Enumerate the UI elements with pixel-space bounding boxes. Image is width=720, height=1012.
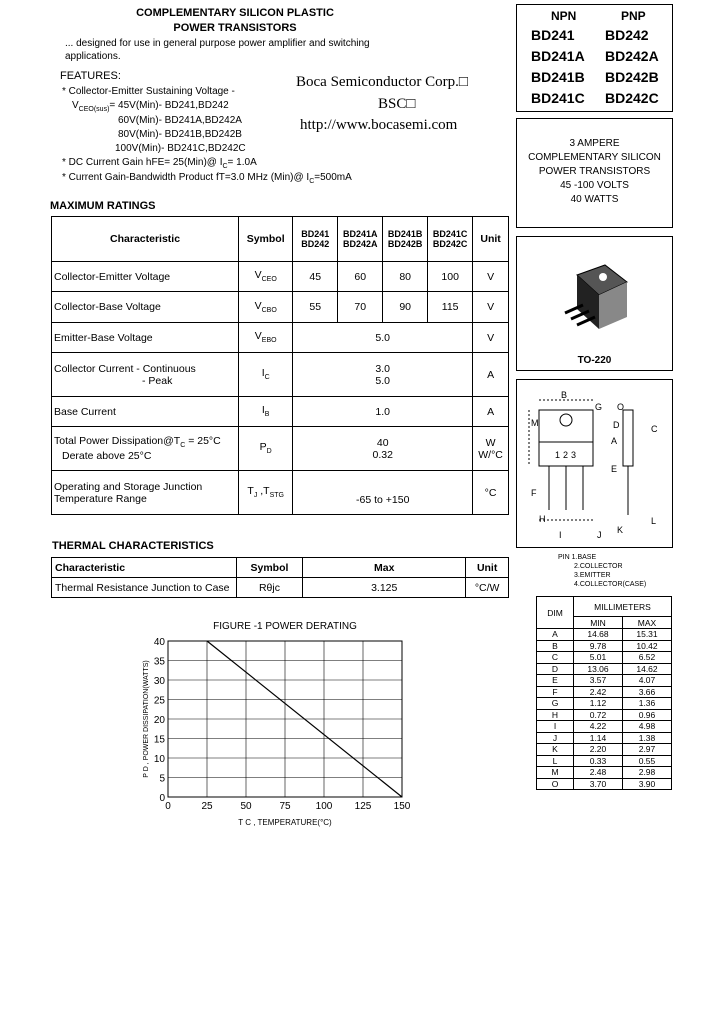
dimension-letter: E	[537, 675, 574, 687]
dimension-max: 4.07	[623, 675, 672, 687]
row-symbol: $P_D$	[239, 427, 293, 471]
row-value: 40 0.32	[293, 427, 473, 471]
feature-3: * Current Gain-Bandwidth Product fT=3.0 MHz (Min)@ $I_C=500mA$	[62, 172, 352, 185]
dimension-letter: L	[537, 755, 574, 767]
row-value: 100	[428, 262, 473, 292]
pnp-part: BD242C	[605, 90, 659, 106]
row-value: -65 to +150	[293, 471, 473, 515]
label-h: H	[539, 514, 546, 524]
table-row	[52, 292, 509, 323]
spec-box	[516, 118, 673, 228]
header-characteristic: Characteristic	[52, 217, 239, 262]
dimension-row	[537, 721, 672, 733]
mm-header: MILLIMETERS	[574, 597, 672, 617]
header-part-1: BD241 BD242	[293, 217, 338, 262]
npn-part: BD241B	[531, 69, 585, 85]
pin-2: 2.COLLECTOR	[574, 563, 623, 570]
dimension-max: 1.38	[623, 732, 672, 744]
y-tick-label: 20	[153, 715, 165, 726]
table-row	[52, 323, 509, 353]
dimension-max: 3.66	[623, 686, 672, 698]
row-symbol: $I_C$	[239, 353, 293, 397]
row-symbol: $V_{EBO}$	[239, 323, 293, 353]
row-characteristic: Collector-Emitter Voltage	[52, 262, 239, 292]
part-number-box	[516, 4, 673, 112]
label-k: K	[617, 525, 624, 535]
thermal-header-symbol: Symbol	[236, 558, 302, 578]
table-row	[52, 353, 509, 397]
header-symbol: Symbol	[239, 217, 293, 262]
dimension-row	[537, 686, 672, 698]
dimension-letter: F	[537, 686, 574, 698]
x-tick-label: 75	[279, 801, 291, 812]
features-label: FEATURES:	[60, 70, 121, 82]
row-characteristic: Emitter-Base Voltage	[52, 323, 239, 353]
y-tick-label: 10	[153, 754, 165, 765]
dimension-letter: J	[537, 732, 574, 744]
label-c: C	[651, 424, 658, 434]
dimension-min: 5.01	[574, 652, 623, 664]
dimension-letter: C	[537, 652, 574, 664]
row-characteristic: Base Current	[52, 397, 239, 427]
dimension-letter: O	[537, 778, 574, 790]
dimension-max: 6.52	[623, 652, 672, 664]
dimension-table	[536, 596, 672, 790]
dimension-min: 3.57	[574, 675, 623, 687]
pnp-part: BD242	[605, 27, 649, 43]
dimension-row	[537, 767, 672, 779]
row-characteristic: Collector Current - Continuous - Peak	[52, 353, 239, 397]
dimension-drawing-box	[516, 379, 673, 548]
header-part-4: BD241C BD242C	[428, 217, 473, 262]
label-pin2: 2	[563, 450, 569, 460]
dimension-min: 2.48	[574, 767, 623, 779]
min-header: MIN	[574, 617, 623, 629]
x-tick-label: 50	[240, 801, 252, 812]
x-tick-label: 0	[165, 801, 171, 812]
dimension-max: 0.55	[623, 755, 672, 767]
label-a: A	[611, 436, 618, 446]
dimension-row	[537, 744, 672, 756]
spec-line: 3 AMPERE	[569, 138, 620, 149]
label-l: L	[651, 516, 657, 526]
dimension-row	[537, 778, 672, 790]
row-value: 70	[338, 292, 383, 323]
dim-header: DIM	[537, 597, 574, 629]
max-ratings-table	[51, 216, 509, 515]
y-tick-label: 40	[153, 637, 165, 648]
dimension-min: 0.72	[574, 709, 623, 721]
pin-3: 3.EMITTER	[574, 572, 611, 579]
dimension-max: 2.97	[623, 744, 672, 756]
description-line-1: ... designed for use in general purpose power amplifier and switching	[65, 38, 370, 49]
row-value: 60	[338, 262, 383, 292]
npn-part: BD241C	[531, 90, 585, 106]
dimension-min: 9.78	[574, 640, 623, 652]
to220-package-icon	[517, 237, 672, 357]
pin-1: PIN 1.BASE	[558, 554, 597, 561]
description-line-2: applications.	[65, 51, 121, 62]
dimension-max: 14.62	[623, 663, 672, 675]
thermal-header-unit: Unit	[466, 558, 509, 578]
row-symbol: $V_{CBO}$	[239, 292, 293, 323]
row-unit: °C	[473, 471, 509, 515]
row-unit: °C/W	[466, 578, 509, 598]
x-tick-label: 25	[201, 801, 213, 812]
spec-line: COMPLEMENTARY SILICON	[528, 152, 661, 163]
row-value: 1.0	[293, 397, 473, 427]
dimension-row	[537, 675, 672, 687]
company-short: BSC□	[378, 96, 416, 112]
row-value: 5.0	[293, 323, 473, 353]
feature-2: * DC Current Gain hFE= 25(Min)@ $I_C= 1.0A$	[62, 157, 257, 170]
label-pin3: 3	[571, 450, 577, 460]
table-row	[52, 471, 509, 515]
label-d: D	[613, 420, 620, 430]
dimension-min: 2.20	[574, 744, 623, 756]
row-unit: V	[473, 292, 509, 323]
dimension-row	[537, 663, 672, 675]
pin-4: 4.COLLECTOR(CASE)	[574, 581, 647, 588]
row-characteristic: Collector-Base Voltage	[52, 292, 239, 323]
table-row	[52, 578, 509, 598]
company-url: http://www.bocasemi.com	[300, 117, 458, 133]
dimension-rows	[537, 629, 672, 790]
row-value: 45	[293, 262, 338, 292]
npn-part: BD241	[531, 27, 575, 43]
label-o: O	[617, 402, 625, 412]
row-characteristic: Operating and Storage Junction Temperature Range	[52, 471, 239, 515]
y-axis-label: P D , POWER DISSIPATION(WATTS)	[143, 660, 150, 778]
dimension-max: 3.90	[623, 778, 672, 790]
dimension-min: 1.12	[574, 698, 623, 710]
label-f: F	[531, 488, 537, 498]
y-tick-label: 25	[153, 695, 165, 707]
x-axis-label: T C , TEMPERATURE(°C)	[238, 818, 332, 827]
dimension-min: 0.33	[574, 755, 623, 767]
y-tick-label: 30	[153, 676, 165, 687]
label-e: E	[611, 464, 618, 474]
row-unit: V	[473, 323, 509, 353]
dimension-letter: M	[537, 767, 574, 779]
dimension-row	[537, 755, 672, 767]
dimension-min: 2.42	[574, 686, 623, 698]
pnp-list	[605, 25, 659, 109]
dimension-min: 1.14	[574, 732, 623, 744]
feature-1: * Collector-Emitter Sustaining Voltage -	[62, 86, 235, 97]
row-value: 3.0 5.0	[293, 353, 473, 397]
dimension-row	[537, 709, 672, 721]
max-header: MAX	[623, 617, 672, 629]
label-m: M	[531, 418, 539, 428]
pnp-part: BD242A	[605, 48, 659, 64]
chart-title: FIGURE -1 POWER DERATING	[213, 621, 357, 632]
row-unit: A	[473, 353, 509, 397]
dimension-letter: D	[537, 663, 574, 675]
table-row	[52, 397, 509, 427]
dimension-letter: H	[537, 709, 574, 721]
dimension-letter: I	[537, 721, 574, 733]
thermal-header-max: Max	[303, 558, 466, 578]
row-value: 55	[293, 292, 338, 323]
x-tick-label: 150	[393, 801, 411, 812]
row-unit: A	[473, 397, 509, 427]
row-value: 90	[383, 292, 428, 323]
power-derating-chart	[130, 630, 420, 830]
spec-line: 40 WATTS	[570, 194, 619, 205]
label-pin1: 1	[555, 450, 561, 460]
dimension-max: 1.36	[623, 698, 672, 710]
dimension-row	[537, 629, 672, 641]
label-j: J	[597, 530, 602, 540]
thermal-title: THERMAL CHARACTERISTICS	[52, 540, 214, 552]
row-max: 3.125	[303, 578, 466, 598]
header-part-2: BD241A BD242A	[338, 217, 383, 262]
dimension-letter: A	[537, 629, 574, 641]
feature-1-voltage-c: 80V(Min)- BD241B,BD242B	[118, 129, 242, 140]
thermal-header-characteristic: Characteristic	[52, 558, 237, 578]
title-line-1: COMPLEMENTARY SILICON PLASTIC	[136, 7, 334, 19]
feature-1-voltage-b: 60V(Min)- BD241A,BD242A	[118, 115, 242, 126]
dimension-row	[537, 652, 672, 664]
label-i: I	[559, 530, 562, 540]
x-tick-label: 125	[354, 801, 372, 812]
npn-label: NPN	[551, 9, 577, 23]
pnp-label: PNP	[621, 9, 646, 23]
pin-list	[558, 553, 646, 589]
dimension-letter: B	[537, 640, 574, 652]
npn-part: BD241A	[531, 48, 585, 64]
row-symbol: Rθjc	[236, 578, 302, 598]
y-tick-label: 5	[159, 773, 165, 785]
dimension-max: 4.98	[623, 721, 672, 733]
row-value: 115	[428, 292, 473, 323]
y-tick-label: 35	[153, 656, 165, 668]
feature-1-voltage-a: $V_{CEO(sus)}= 45V(Min)-$ BD241,BD242	[72, 100, 229, 113]
row-symbol: $T_J$ $,T_{STG}$	[239, 471, 293, 515]
dimension-row	[537, 698, 672, 710]
dimension-letter: G	[537, 698, 574, 710]
title-line-2: POWER TRANSISTORS	[173, 22, 297, 34]
dimension-letter: K	[537, 744, 574, 756]
table-row	[52, 262, 509, 292]
row-symbol: $I_B$	[239, 397, 293, 427]
dimension-max: 2.98	[623, 767, 672, 779]
y-tick-label: 0	[159, 793, 165, 804]
header-part-3: BD241B BD242B	[383, 217, 428, 262]
table-row	[52, 427, 509, 471]
dimension-max: 10.42	[623, 640, 672, 652]
feature-1-voltage-d: 100V(Min)- BD241C,BD242C	[115, 143, 246, 154]
row-characteristic: Total Power $Dissipation@T_C = 25^\circ C$ Derate above 25°C	[52, 427, 239, 471]
max-ratings-title: MAXIMUM RATINGS	[50, 200, 156, 212]
spec-line: 45 -100 VOLTS	[560, 180, 629, 191]
label-b: B	[561, 390, 568, 400]
spec-line: POWER TRANSISTORS	[538, 166, 651, 177]
dimension-row	[537, 640, 672, 652]
dimension-min: 3.70	[574, 778, 623, 790]
npn-list	[531, 25, 585, 109]
row-unit: W W/°C	[473, 427, 509, 471]
thermal-table	[51, 557, 509, 598]
dimension-min: 13.06	[574, 663, 623, 675]
company-name: Boca Semiconductor Corp.□	[296, 74, 468, 90]
package-box	[516, 236, 673, 371]
row-unit: V	[473, 262, 509, 292]
package-label: TO-220	[577, 355, 612, 366]
row-characteristic: Thermal Resistance Junction to Case	[52, 578, 237, 598]
row-value: 80	[383, 262, 428, 292]
dimension-row	[537, 732, 672, 744]
dimension-max: 15.31	[623, 629, 672, 641]
dimension-max: 0.96	[623, 709, 672, 721]
label-g: G	[595, 402, 603, 412]
dimension-min: 4.22	[574, 721, 623, 733]
pnp-part: BD242B	[605, 69, 659, 85]
header-unit: Unit	[473, 217, 509, 262]
row-symbol: $V_{CEO}$	[239, 262, 293, 292]
y-tick-label: 15	[153, 734, 165, 746]
dimension-min: 14.68	[574, 629, 623, 641]
x-tick-label: 100	[315, 801, 333, 812]
